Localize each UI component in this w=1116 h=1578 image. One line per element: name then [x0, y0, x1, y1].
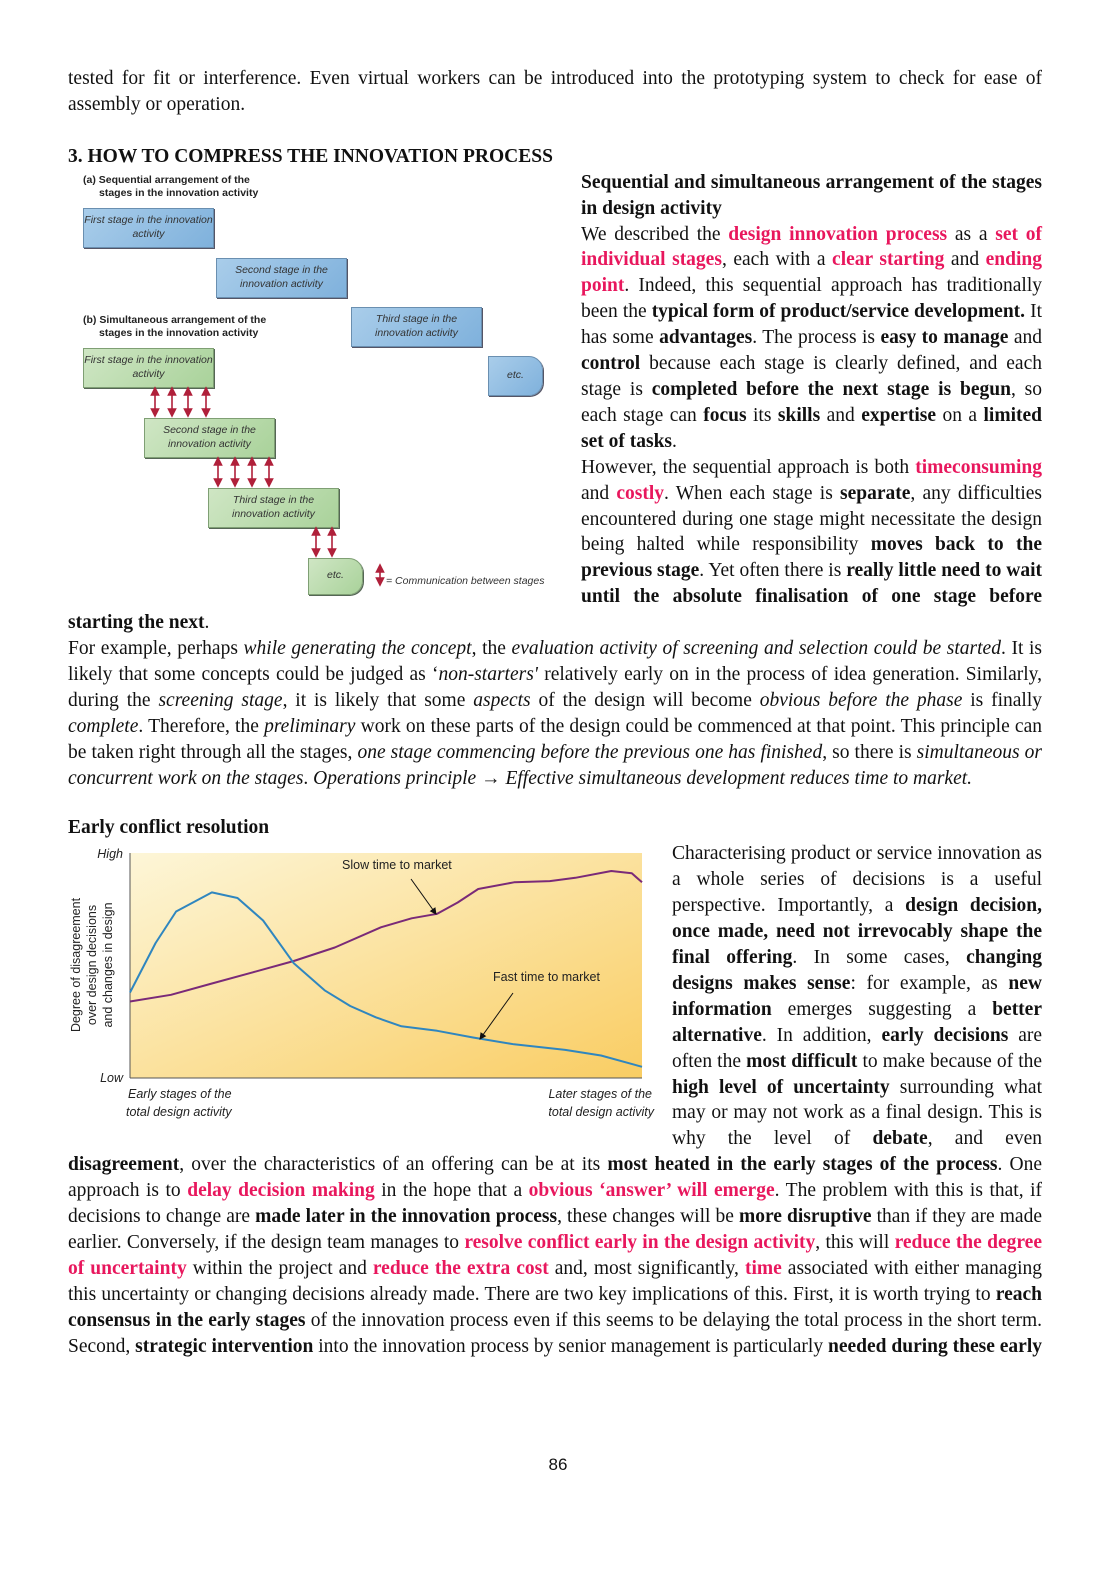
highlighted-text: time — [744, 1257, 782, 1279]
highlighted-text: delay decision making — [187, 1180, 375, 1202]
conflict-chart — [68, 841, 672, 1129]
subheading: Sequential and simultaneous arrangement of the stages in design activity — [581, 171, 1042, 219]
y-low-label: Low — [100, 1071, 123, 1086]
sequential-stage-etc: etc. — [488, 356, 543, 396]
bold-text: disagreement — [68, 1154, 180, 1176]
text-run: are often the — [672, 1024, 1042, 1072]
bold-text: focus — [703, 404, 747, 426]
text-run: relatively early on in the process of idea generation. Similarly, during the — [68, 663, 1042, 711]
x-right-label: total design activity — [548, 1105, 654, 1120]
text-run: than if they are made earlier. Conversely, if the design team manages to — [68, 1206, 1042, 1253]
communication-arrows — [68, 170, 581, 610]
text-run: surrounding what may or may not work as a final design. This is why the level of — [672, 1076, 1042, 1150]
bold-text: debate — [872, 1128, 928, 1150]
bold-text: changing designs makes sense — [672, 947, 1042, 994]
sequential-stage-1: First stage in the innovation activity — [83, 208, 214, 248]
bold-text: more disruptive — [738, 1206, 872, 1228]
text-run: . In some cases, — [792, 947, 967, 968]
page-number: 86 — [548, 1455, 568, 1474]
text-run: is finally — [962, 689, 1042, 711]
italic-text: simultaneous or concurrent work on the stages — [68, 741, 1042, 789]
text-run: , so each stage can — [581, 378, 1043, 426]
text-run: as a — [947, 223, 996, 245]
highlighted-text: resolve conflict early in the design activity — [464, 1231, 816, 1253]
text-run: and, most significantly, — [548, 1257, 745, 1279]
bold-text: most difficult — [746, 1050, 858, 1072]
text-run: of the design will become — [530, 689, 760, 711]
italic-text: evaluation activity of screening and selection could be started — [511, 638, 1001, 660]
simultaneous-stage-3: Third stage in the innovation activity — [208, 488, 339, 528]
bold-text: expertise — [861, 404, 936, 426]
text-run: We described the — [581, 223, 729, 245]
bold-text: completed before the next stage is begun — [651, 378, 1011, 400]
bold-text: separate — [840, 482, 911, 504]
bold-text: most heated in the early stages of the process — [607, 1154, 998, 1176]
x-right-label: Later stages of the — [548, 1087, 652, 1102]
section-heading: 3. HOW TO COMPRESS THE INNOVATION PROCESS — [68, 145, 553, 167]
simultaneous-stage-2: Second stage in the innovation activity — [144, 418, 275, 458]
text-run: into the innovation process by senior management is particularly — [313, 1335, 828, 1357]
bold-text: better alternative — [672, 998, 1042, 1046]
highlighted-text: reduce the degree of uncertainty — [68, 1231, 1042, 1279]
text-run: and — [1008, 327, 1043, 349]
bold-text: early decisions — [881, 1024, 1009, 1046]
highlighted-text: set of individual stages — [581, 223, 1042, 271]
bold-text: limited set of tasks — [581, 404, 1043, 452]
text-run: within the project and — [186, 1257, 373, 1279]
text-run: to make because of the — [857, 1050, 1043, 1072]
y-axis-label: and changes in design — [101, 902, 115, 1028]
text-run: However, the sequential approach is both — [581, 456, 916, 478]
text-run: , it is likely that some — [282, 689, 474, 711]
simultaneous-stage-etc: etc. — [308, 558, 363, 595]
paragraph-example — [68, 636, 1042, 791]
caption-line: stages in the innovation activity — [99, 187, 259, 200]
italic-text: screening stage — [158, 689, 283, 711]
highlighted-text: timeconsuming — [915, 456, 1042, 478]
text-run: It has some — [581, 301, 1042, 349]
annotation-slow: Slow time to market — [342, 858, 452, 873]
bold-text: moves back to the previous stage — [581, 534, 1042, 582]
text-run: , any difficulties encountered during one stage might necessitate the design being halted while responsibility — [581, 482, 1042, 556]
text-run: . In addition, — [761, 1024, 882, 1046]
bold-text: made later in the innovation process — [255, 1206, 558, 1228]
bold-text: design decision, once made, need not irrevocably shape the final offering — [672, 895, 1042, 968]
sequential-stage-2: Second stage in the innovation activity — [216, 258, 347, 298]
highlighted-text: obvious ‘answer’ will emerge — [528, 1180, 775, 1202]
italic-text: preliminary — [264, 715, 356, 737]
text-run: . Therefore, the — [138, 715, 265, 737]
text-run: . One approach is to — [68, 1154, 1042, 1202]
y-axis-label: over design decisions — [85, 905, 99, 1026]
bold-text: typical form of product/service development. — [651, 301, 1026, 323]
highlighted-text: clear starting — [832, 249, 945, 271]
x-left-label: Early stages of the — [128, 1087, 232, 1102]
document-page — [68, 66, 1042, 1360]
highlighted-text: costly — [616, 482, 665, 504]
bold-text: skills — [777, 404, 821, 426]
caption-line: (a) Sequential arrangement of the — [83, 173, 250, 186]
annotation-fast: Fast time to market — [493, 970, 600, 985]
text-run: emerges suggesting a — [771, 998, 993, 1020]
text-run: . Yet often there is — [699, 560, 847, 582]
caption-line: (b) Simultaneous arrangement of the — [83, 313, 267, 326]
italic-text: obvious before the phase — [759, 689, 963, 711]
conflict-heading: Early conflict resolution — [68, 817, 270, 839]
text-run: of the innovation process even if this seems to be delaying the total process in the short term. Second, — [68, 1309, 1042, 1357]
text-run: and — [581, 482, 617, 504]
text-run: . — [303, 767, 314, 789]
text-run: , each with a — [721, 249, 833, 271]
text-run: work on these parts of the design could be commenced at that point. This principle can be taken right through all the stages, — [68, 715, 1042, 763]
chart-svg — [68, 841, 672, 1129]
text-run: . The process is — [752, 327, 881, 349]
text-run: in the hope that a — [374, 1180, 529, 1202]
bold-text: reach consensus in the early stages — [68, 1283, 1042, 1331]
italic-text: while generating the concept — [243, 638, 472, 660]
legend-text: = Communication between stages — [386, 574, 545, 587]
text-run: . It is likely that some concepts could be judged as ‘ — [68, 638, 1042, 685]
text-run: and — [944, 249, 986, 271]
caption-line: stages in the innovation activity — [99, 327, 259, 340]
bold-text: strategic intervention — [135, 1335, 314, 1357]
y-high-label: High — [97, 847, 123, 862]
highlighted-text: design innovation process — [728, 223, 948, 245]
italic-text: complete — [68, 715, 139, 737]
intro-paragraph — [68, 66, 1042, 118]
bold-text: really little need to wait until the absolute finalisation of one stage before starting the next — [68, 560, 1042, 634]
italic-text: non-starters' — [438, 663, 538, 685]
text-run: because each stage is clearly defined, and each stage is — [581, 353, 1042, 400]
highlighted-text: ending point — [581, 249, 1042, 297]
bold-text: easy to manage — [880, 327, 1009, 349]
text-run: . When each stage is — [664, 482, 840, 504]
italic-text: aspects — [473, 689, 531, 711]
text-run: Characterising product or service innovation as a whole series of decisions is a useful perspective. Importantly, a — [672, 843, 1042, 917]
bold-text: new information — [672, 972, 1043, 1020]
bold-text: control — [581, 353, 641, 375]
text-run: on a — [935, 404, 984, 426]
text-run: , the — [471, 638, 512, 660]
text-run: and — [820, 404, 862, 426]
text-run: its — [746, 404, 778, 426]
text-run: For example, perhaps — [68, 638, 244, 660]
text-run: . Indeed, this sequential approach has traditionally been the — [581, 275, 1042, 323]
italic-text: Operations principle → Effective simultaneous development reduces time to market. — [313, 767, 973, 789]
simultaneous-stage-1: First stage in the innovation activity — [83, 348, 214, 388]
italic-text: one stage commencing before the previous one has finished — [357, 741, 823, 763]
text-run: associated with either managing this uncertainty or changing decisions already made. There are two key implications of this. First, it is worth trying to — [68, 1257, 1043, 1305]
bold-text: high level of uncertainty — [672, 1076, 890, 1098]
text-run: , so there is — [822, 741, 917, 763]
text-run: : for example, as — [850, 972, 1009, 994]
text-run: , these changes will be — [557, 1206, 739, 1228]
text-run: , this will — [815, 1231, 895, 1253]
highlighted-text: reduce the extra cost — [372, 1257, 549, 1279]
y-axis-label: Degree of disagreement — [69, 898, 83, 1033]
text-run: , over the characteristics of an offering can be at its — [179, 1154, 608, 1176]
bold-text: needed during these early — [827, 1335, 1042, 1357]
sequential-stage-3: Third stage in the innovation activity — [351, 307, 482, 347]
text-run: . The problem with this is that, if decisions to change are — [68, 1180, 1043, 1228]
plot-background — [130, 853, 642, 1078]
bold-text: advantages — [659, 327, 753, 349]
text-run: , and even — [927, 1128, 1042, 1150]
stages-arrangement-diagram — [68, 170, 581, 610]
text-run: . — [204, 612, 210, 634]
text-run: . — [672, 430, 677, 452]
text-run: tested for fit or interference. Even virtual workers can be introduced into the prototyping system to check for ease of assembly or operation. — [68, 68, 1042, 115]
x-left-label: total design activity — [126, 1105, 232, 1120]
